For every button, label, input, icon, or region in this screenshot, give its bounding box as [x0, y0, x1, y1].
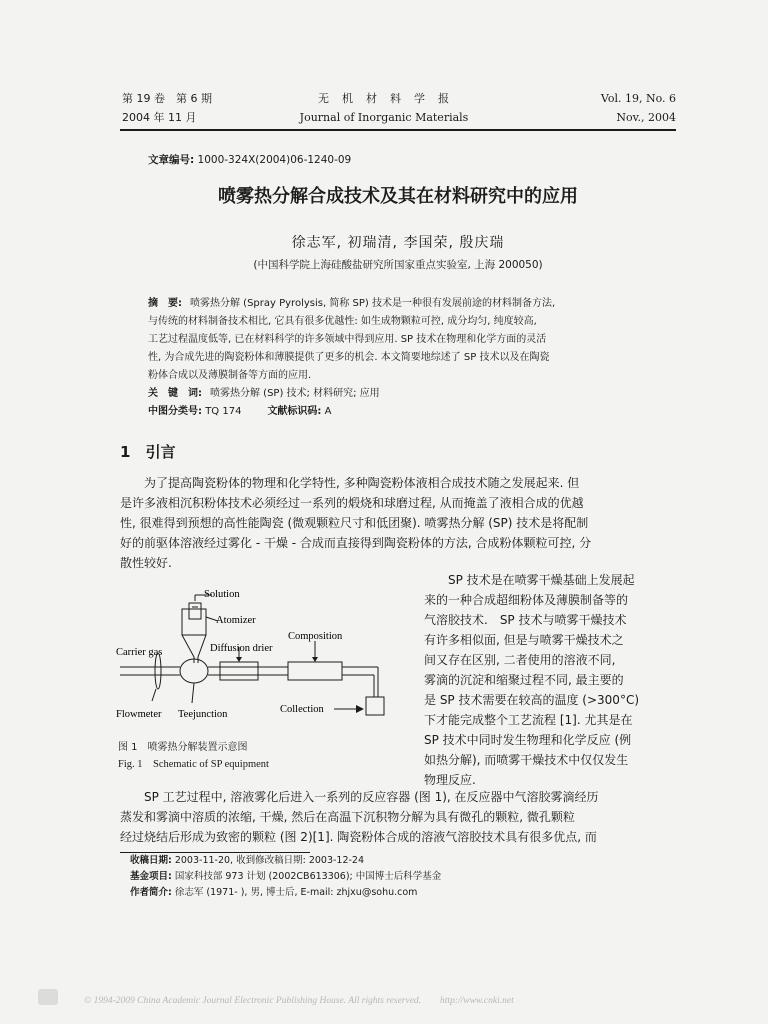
label-atomizer: Atomizer: [216, 615, 256, 626]
journal-name-cn: 无 机 材 料 学 报: [318, 92, 450, 105]
drier-arrowhead: [236, 657, 242, 662]
authors: 徐志军, 初瑞清, 李国荣, 殷庆瑞: [291, 235, 505, 251]
figure-caption-en: Fig. 1 Schematic of SP equipment: [118, 759, 269, 770]
exit-tube-down: [374, 667, 378, 697]
article-title: 喷雾热分解合成技术及其在材料研究中的应用: [218, 186, 578, 207]
intro-paragraph-2: [424, 570, 676, 790]
footnote-text: 徐志军 (1971- ), 男, 博士后, E-mail: zhjxu@sohu.com: [174, 887, 418, 898]
body-line: 是许多液相沉积粉体技术必须经过一系列的煅烧和球磨过程, 从而掩盖了液相合成的优越: [120, 496, 584, 510]
collection-arrowhead: [356, 705, 364, 713]
article-number: [148, 152, 351, 167]
keywords-line: [148, 385, 668, 403]
label-flowmeter: Flowmeter: [116, 709, 162, 720]
body-line: 如热分解), 而喷雾干燥技术中仅仅发生: [424, 753, 629, 767]
body-line: 蒸发和雾滴中溶质的浓缩, 干燥, 然后在高温下沉积物分解为具有微孔的颗粒, 微孔颗粒: [120, 810, 575, 824]
body-line: SP 技术中同时发生物理和化学反应 (例: [424, 733, 632, 747]
abstract-label: 摘 要:: [148, 298, 182, 309]
affiliation: (中国科学院上海硅酸盐研究所国家重点实验室, 上海 200050): [253, 259, 543, 271]
abstract-line-3: 工艺过程温度低等, 已在材料科学的许多领域中得到应用. SP 技术在物理和化学方面的灵活: [148, 334, 547, 345]
footnote-text: 国家科技部 973 计划 (2002CB613306); 中国博士后科学基金: [174, 871, 442, 882]
label-collection: Collection: [280, 704, 324, 715]
footnote-received: [130, 853, 670, 869]
section-title: 引言: [145, 443, 176, 461]
article-number-label: 文章编号:: [148, 154, 195, 166]
classification-line: [148, 403, 668, 421]
teejunction-leader: [192, 683, 194, 703]
abstract: [148, 295, 668, 421]
composition-arrowhead: [312, 657, 318, 662]
intro-paragraph-3: [120, 787, 676, 847]
keywords: 喷雾热分解 (SP) 技术; 材料研究; 应用: [210, 388, 380, 399]
article-number-value: 1000-324X(2004)06-1240-09: [197, 154, 352, 166]
keywords-label: 关 键 词:: [148, 388, 202, 399]
footnotes: [130, 853, 670, 901]
intro-paragraph-1: [120, 473, 676, 573]
issue-date: 2004 年 11 月: [122, 111, 197, 124]
flowmeter: [155, 653, 161, 689]
collection-vessel: [366, 697, 384, 715]
footnote-label: 基金项目:: [130, 871, 172, 882]
body-line: 是 SP 技术需要在较高的温度 (>300°C): [424, 693, 639, 707]
atomizer-chamber: [182, 609, 206, 635]
section-number: 1: [120, 443, 131, 461]
copyright-watermark: © 1994-2009 China Academic Journal Electronic Publishing House. All rights reserved. http://www.cnki.net: [84, 996, 514, 1006]
clc-label: 中图分类号:: [148, 406, 202, 417]
abstract-text: 喷雾热分解 (Spray Pyrolysis, 简称 SP) 技术是一种很有发展前途的材料制备方法,: [190, 298, 556, 309]
body-line: 好的前驱体溶液经过雾化 - 干燥 - 合成而直接得到陶瓷粉体的方法, 合成粉体颗粒可控, 分: [120, 536, 592, 550]
body-line: 为了提高陶瓷粉体的物理和化学特性, 多种陶瓷粉体液相合成技术随之发展起来. 但: [120, 476, 580, 490]
journal-name-en: Journal of Inorganic Materials: [299, 111, 469, 124]
body-line: 经过烧结后形成为致密的颗粒 (图 2)[1]. 陶瓷粉体合成的溶液气溶胶技术具有很多优点, 而: [120, 830, 597, 844]
figure-1-schematic: [112, 585, 402, 735]
body-line: 雾滴的沉淀和缩聚过程不同, 最主要的: [424, 673, 624, 687]
abstract-line-4: 性, 为合成先进的陶瓷粉体和薄膜提供了更多的机会. 本文简要地综述了 SP 技术以及在陶瓷: [148, 352, 550, 363]
body-line: 间又存在区别, 二者使用的溶液不同,: [424, 653, 616, 667]
body-line: 散性较好.: [120, 556, 172, 570]
label-composition: Composition: [288, 631, 343, 642]
label-diffusion-drier: Diffusion drier: [210, 643, 273, 654]
abstract-line-2: 与传统的材料制备技术相比, 它具有很多优越性: 如生成物颗粒可控, 成分均匀, 纯度较高,: [148, 316, 537, 327]
section-heading: [120, 441, 176, 462]
footnote-text: 2003-11-20, 收到修改稿日期: 2003-12-24: [174, 855, 365, 866]
body-line: SP 工艺过程中, 溶液雾化后进入一系列的反应容器 (图 1), 在反应器中气溶胶雾滴经历: [120, 790, 599, 804]
label-solution: Solution: [204, 589, 240, 600]
body-line: 气溶胶技术. SP 技术与喷雾干燥技术: [424, 613, 627, 627]
doc-code-label: 文献标识码:: [267, 406, 322, 417]
date-en: Nov., 2004: [616, 111, 676, 124]
body-line: 物理反应.: [424, 773, 476, 787]
abstract-line-5: 粉体合成以及薄膜制备等方面的应用.: [148, 370, 312, 381]
label-carrier-gas: Carrier gas: [116, 647, 163, 658]
body-line: 性, 很难得到预想的高性能陶瓷 (微观颗粒尺寸和低团聚). 喷雾热分解 (SP) 技术是将配制: [120, 516, 589, 530]
body-line: 来的一种合成超细粉体及薄膜制备等的: [424, 593, 629, 607]
body-line: 下才能完成整个工艺流程 [1]. 尤其是在: [424, 713, 633, 727]
footnote-funding: [130, 869, 670, 885]
diffusion-drier: [220, 662, 258, 680]
flowmeter-leader: [152, 689, 156, 701]
solution-reservoir: [189, 603, 201, 619]
body-line: SP 技术是在喷雾干燥基础上发展起: [424, 573, 635, 587]
figure-caption-cn: 图 1 喷雾热分解装置示意图: [118, 742, 248, 753]
doc-code-value: A: [324, 406, 332, 417]
abstract-line-1: [148, 295, 668, 313]
footnote-label: 收稿日期:: [130, 855, 172, 866]
clc-value: TQ 174: [205, 406, 242, 417]
footnote-author: [130, 885, 670, 901]
volume-number-en: Vol. 19, No. 6: [600, 92, 676, 105]
cnki-logo-icon: [38, 989, 58, 1005]
body-line: 有许多相似面, 但是与喷雾干燥技术之: [424, 633, 624, 647]
composition-furnace: [288, 662, 342, 680]
volume-issue: 第 19 卷 第 6 期: [122, 92, 212, 105]
footnote-label: 作者简介:: [130, 887, 172, 898]
header-rule: [120, 129, 676, 131]
label-teejunction: Teejunction: [178, 709, 228, 720]
